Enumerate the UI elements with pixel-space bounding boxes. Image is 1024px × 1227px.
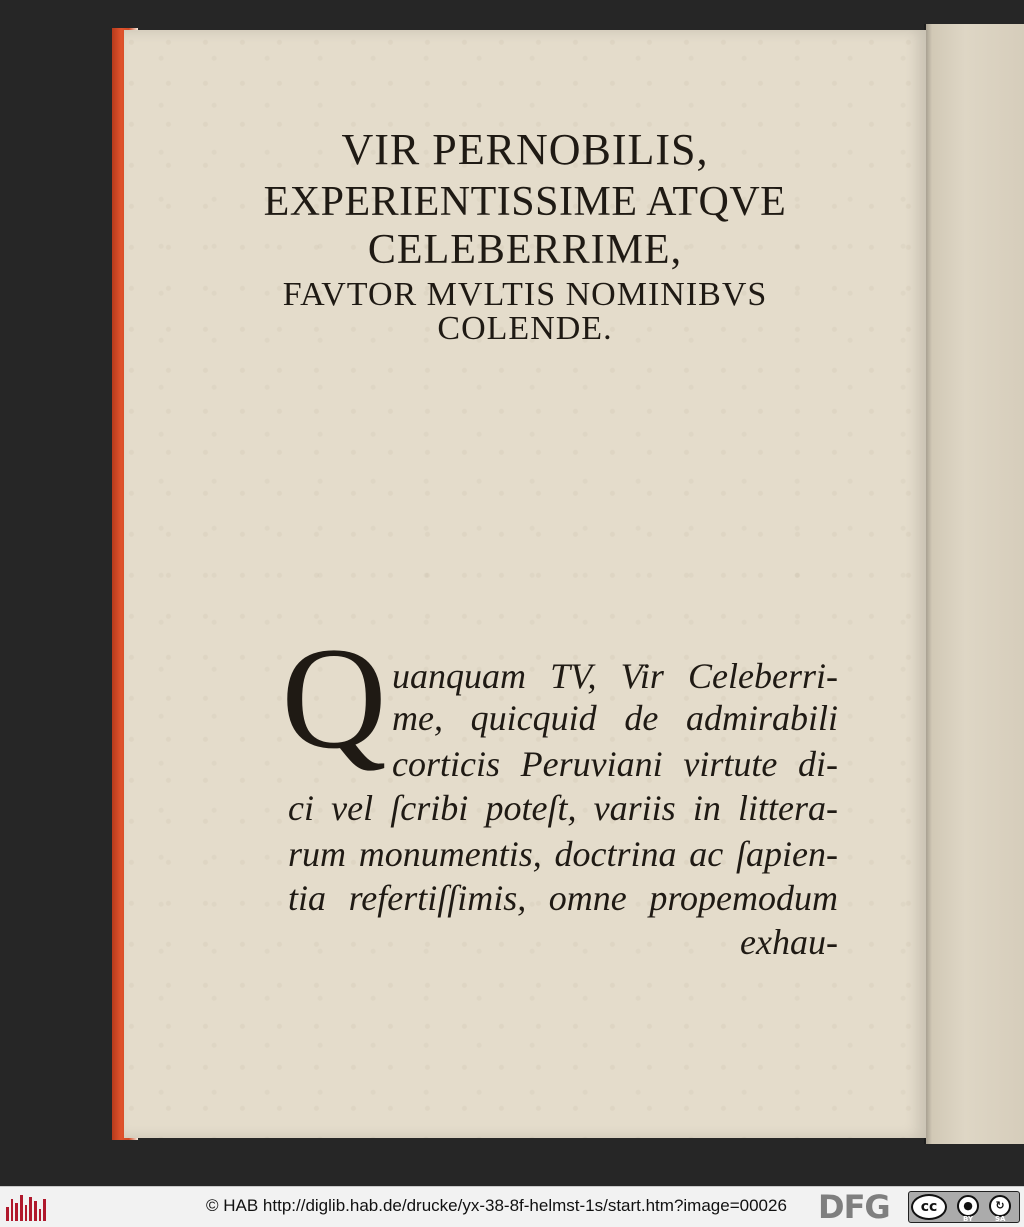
title-line: VIR PERNOBILIS, bbox=[341, 125, 709, 174]
body-line: uanquam TV, Vir Celeberri- bbox=[392, 656, 838, 696]
hab-logo-icon[interactable] bbox=[6, 1195, 46, 1221]
body-line: tia refertiſſimis, omne propemodum bbox=[288, 878, 838, 918]
title-line: EXPERIENTISSIME ATQVE bbox=[263, 179, 787, 225]
viewer-footer bbox=[0, 1186, 1024, 1227]
body-line: me, quicquid de admirabili bbox=[392, 698, 838, 738]
body-line: rum monumentis, doctrina ac ſapien- bbox=[288, 834, 838, 874]
dfg-logo[interactable]: DFG bbox=[818, 1188, 890, 1226]
attribution-link[interactable]: © HAB http://diglib.hab.de/drucke/yx-38-8f-helmst-1s/start.htm?image=00026 bbox=[206, 1196, 787, 1215]
title-line: CELEBERRIME, bbox=[367, 227, 683, 273]
cc-icon: cc bbox=[911, 1194, 947, 1220]
title-line: FAVTOR MVLTIS NOMINIBVS bbox=[282, 276, 768, 313]
drop-cap: Q bbox=[281, 617, 387, 779]
body-line: ci vel ſcribi poteſt, variis in littera- bbox=[288, 788, 838, 828]
body-line: exhau- bbox=[740, 922, 838, 962]
cc-license-badge[interactable] bbox=[908, 1191, 1020, 1223]
facing-page bbox=[926, 24, 1024, 1144]
attribution-person-icon: ● bbox=[957, 1195, 979, 1217]
body-line: corticis Peruviani virtute di- bbox=[392, 744, 838, 784]
by-label: BY bbox=[963, 1215, 974, 1223]
title-line: COLENDE. bbox=[437, 310, 613, 347]
sa-label: SA bbox=[995, 1215, 1006, 1223]
share-alike-icon: ↻ bbox=[989, 1195, 1011, 1217]
